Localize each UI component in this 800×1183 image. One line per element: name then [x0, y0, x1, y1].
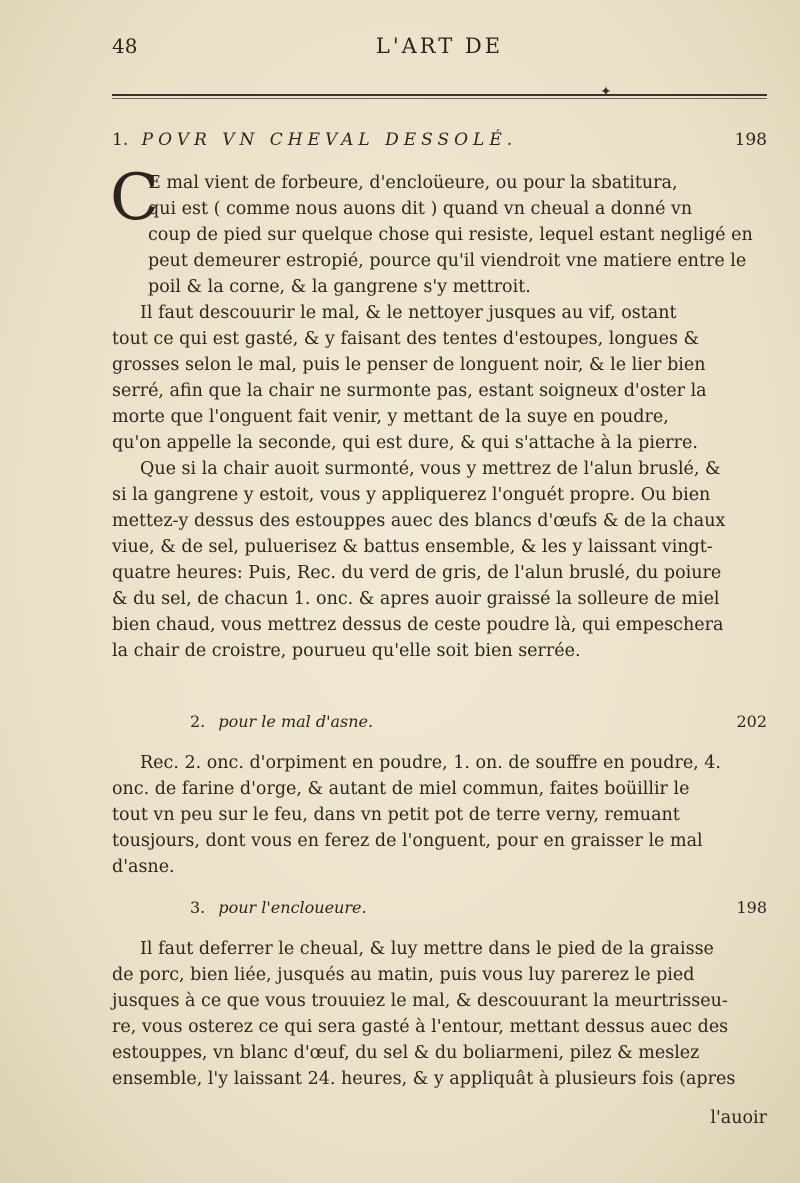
catchword: l'auoir	[710, 1108, 767, 1128]
section-number: 2.	[190, 712, 206, 731]
header-rule-thin	[112, 98, 767, 99]
section-title: pour le mal d'asne.	[218, 712, 374, 731]
section-heading-1	[112, 130, 767, 158]
section-heading-2	[190, 712, 767, 740]
section-title: POVR VN CHEVAL DESSOLÉ.	[141, 130, 518, 150]
section-reference: 202	[736, 712, 767, 731]
paragraph: Il faut deferrer le cheual, & luy mettre dans le pied de la graisse de porc, bien liée, jusqués au matin, puis vous luy parerez le pied jusques à ce que vous trouuiez le mal, & descouurant la meurtrisseu- re, vous osterez ce qui sera gasté à l'entour, mettant dessus auec des estouppes, vn blanc d'œuf, du sel & du boliarmeni, pilez & meslez ensemble, l'y laissant 24. heures, & y appliquât à plusieurs fois (apres	[112, 939, 736, 1089]
section-number: 3.	[190, 898, 206, 917]
running-head	[112, 34, 767, 64]
paragraph: E mal vient de forbeure, d'encloüeure, ou pour la sbatitura, qui est ( comme nous auons dit ) quand vn cheual a donné vn coup de pied sur quelque chose qui resiste, lequel estant negligé en peut demeurer estropié, pource qu'il viendroit vne matiere entre le poil & la corne, & la gangrene s'y mettroit.	[148, 173, 753, 297]
section-reference: 198	[734, 130, 767, 150]
section-number: 1.	[112, 130, 129, 150]
rule-ornament-icon: ✦	[600, 84, 612, 100]
drop-cap: C	[110, 161, 159, 235]
section-title: pour l'encloueure.	[218, 898, 367, 917]
paragraph: Il faut descouurir le mal, & le nettoyer jusques au vif, ostant tout ce qui est gasté, & y faisant des tentes d'estoupes, longues & grosses selon le mal, puis le penser de longuent noir, & le lier bien serré, afin que la chair ne surmonte pas, estant soigneux d'oster la morte que l'onguent fait venir, y mettant de la suye en poudre, qu'on appelle la seconde, qui est dure, & qui s'attache à la pierre.	[112, 303, 707, 453]
header-rule	[112, 94, 767, 96]
section-reference: 198	[736, 898, 767, 917]
paragraph: Que si la chair auoit surmonté, vous y mettrez de l'alun bruslé, & si la gangrene y estoit, vous y appliquerez l'onguét propre. Ou bien mettez-y dessus des estouppes auec des blancs d'œufs & de la chaux viue, & de sel, puluerisez & battus ensemble, & les y laissant vingt- quatre heures: Puis, Rec. du verd de gris, de l'alun bruslé, du poiure & du sel, de chacun 1. onc. & apres auoir graissé la solleure de miel bien chaud, vous mettrez dessus de ceste poudre là, qui empeschera la chair de croistre, pourueu qu'elle soit bien serrée.	[112, 459, 726, 661]
section-heading-3	[190, 898, 767, 926]
paragraph: Rec. 2. onc. d'orpiment en poudre, 1. on. de souffre en poudre, 4. onc. de farine d'orge, & autant de miel commun, faites boüillir le tout vn peu sur le feu, dans vn petit pot de terre verny, remuant tousjours, dont vous en ferez de l'onguent, pour en graisser le mal d'asne.	[112, 753, 721, 877]
page-number: 48	[112, 34, 138, 58]
running-title: L'ART DE	[375, 34, 504, 58]
